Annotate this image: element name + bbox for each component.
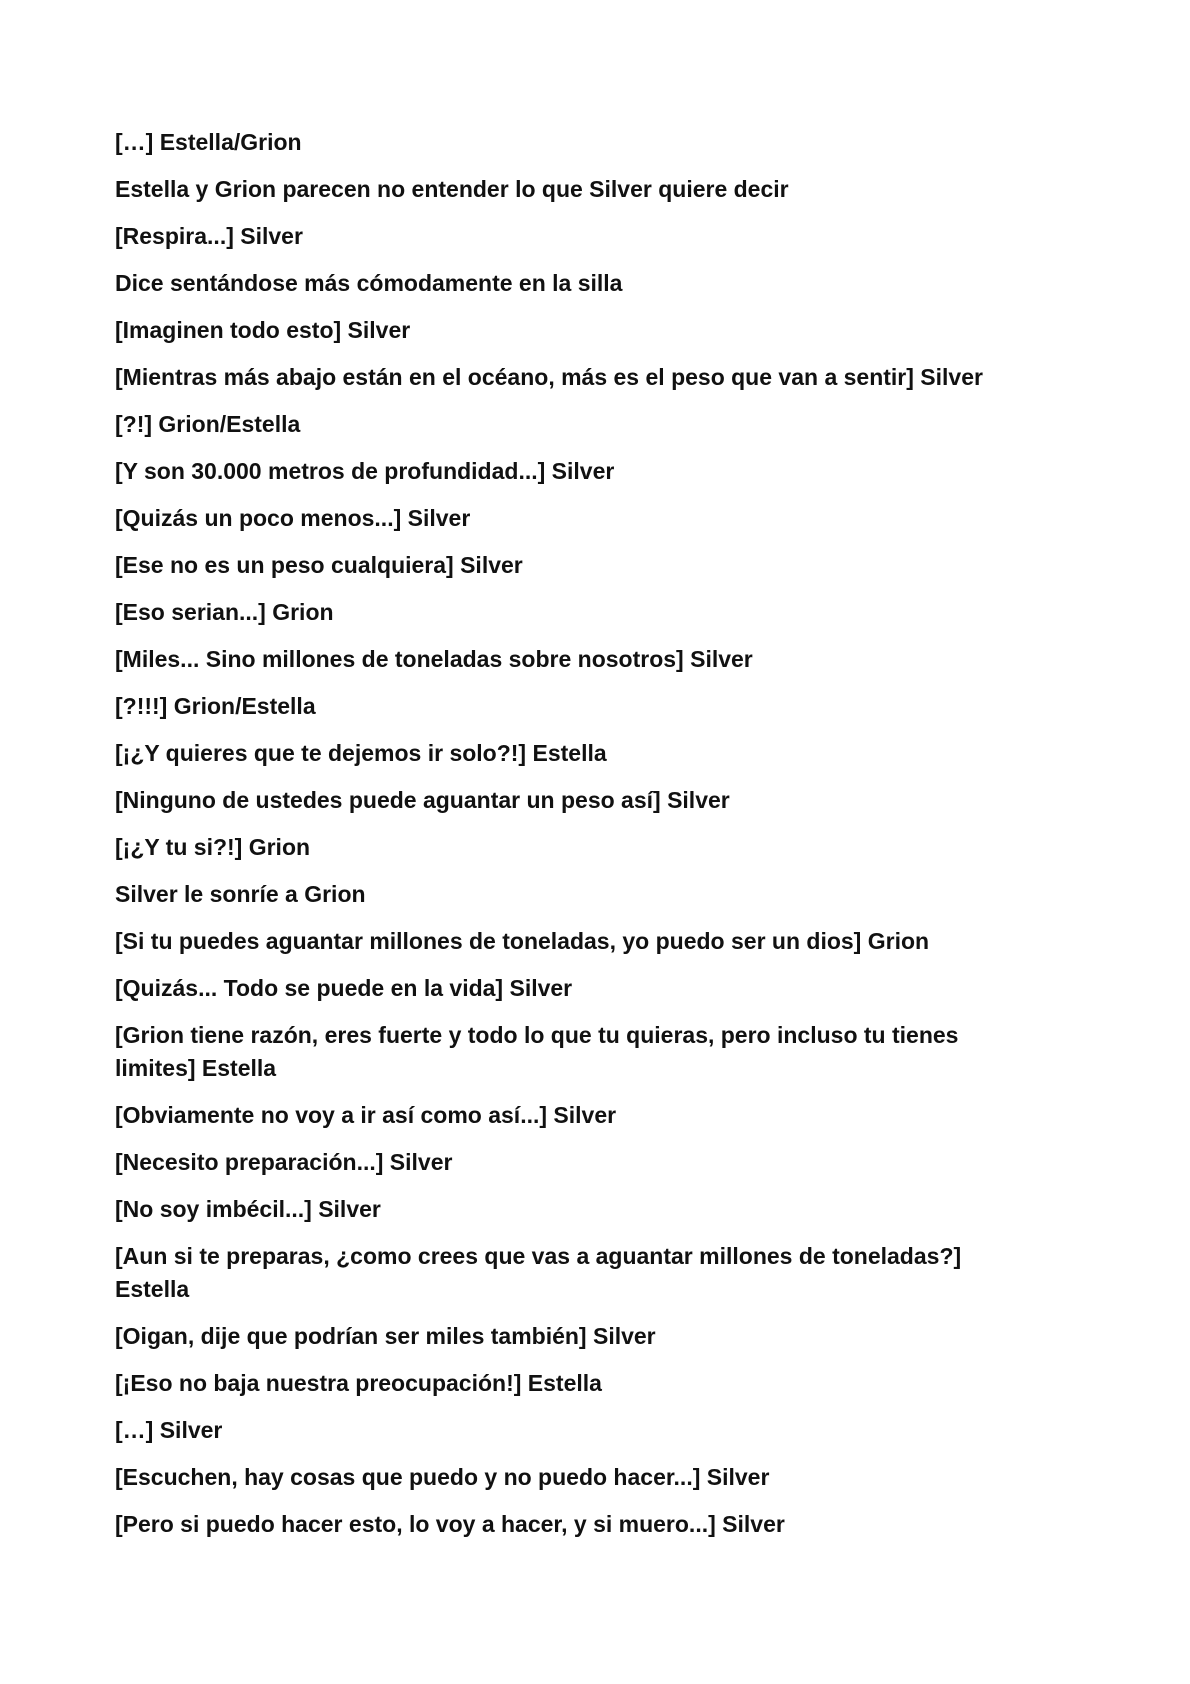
dialogue-line: [Si tu puedes aguantar millones de toneladas, yo puedo ser un dios] Grion xyxy=(115,928,930,954)
dialogue-line: [¡Eso no baja nuestra preocupación!] Estella xyxy=(115,1370,602,1396)
dialogue-line: Estella y Grion parecen no entender lo que Silver quiere decir xyxy=(115,176,789,202)
dialogue-line: [?!] Grion/Estella xyxy=(115,411,301,437)
dialogue-line: [Oigan, dije que podrían ser miles también] Silver xyxy=(115,1323,656,1349)
dialogue-line: [Eso serian...] Grion xyxy=(115,599,334,625)
dialogue-line: [Necesito preparación...] Silver xyxy=(115,1149,453,1175)
dialogue-line: [Quizás un poco menos...] Silver xyxy=(115,505,471,531)
dialogue-line: [Ninguno de ustedes puede aguantar un peso así] Silver xyxy=(115,787,730,813)
dialogue-line: [Pero si puedo hacer esto, lo voy a hacer, y si muero...] Silver xyxy=(115,1511,785,1537)
dialogue-line: [Ese no es un peso cualquiera] Silver xyxy=(115,552,523,578)
dialogue-line: [¡¿Y quieres que te dejemos ir solo?!] Estella xyxy=(115,740,607,766)
dialogue-line: Silver le sonríe a Grion xyxy=(115,881,366,907)
dialogue-line: [Quizás... Todo se puede en la vida] Silver xyxy=(115,975,573,1001)
document-body xyxy=(115,126,1035,1555)
dialogue-line: [No soy imbécil...] Silver xyxy=(115,1196,381,1222)
dialogue-line: […] Estella/Grion xyxy=(115,129,302,155)
dialogue-line: [Y son 30.000 metros de profundidad...] Silver xyxy=(115,458,615,484)
dialogue-line: […] Silver xyxy=(115,1417,223,1443)
dialogue-line: [Escuchen, hay cosas que puedo y no puedo hacer...] Silver xyxy=(115,1464,770,1490)
dialogue-line: [Grion tiene razón, eres fuerte y todo lo que tu quieras, pero incluso tu tienes limites] Estella xyxy=(115,1022,959,1081)
dialogue-line: [¡¿Y tu si?!] Grion xyxy=(115,834,311,860)
dialogue-line: [Obviamente no voy a ir así como así...] Silver xyxy=(115,1102,617,1128)
dialogue-line: Dice sentándose más cómodamente en la silla xyxy=(115,270,623,296)
dialogue-line: [Imaginen todo esto] Silver xyxy=(115,317,411,343)
dialogue-line: [Respira...] Silver xyxy=(115,223,303,249)
dialogue-line: [Mientras más abajo están en el océano, más es el peso que van a sentir] Silver xyxy=(115,364,983,390)
dialogue-line: [Miles... Sino millones de toneladas sobre nosotros] Silver xyxy=(115,646,753,672)
dialogue-line: [Aun si te preparas, ¿como crees que vas a aguantar millones de toneladas?] Estella xyxy=(115,1243,962,1302)
dialogue-line: [?!!!] Grion/Estella xyxy=(115,693,316,719)
